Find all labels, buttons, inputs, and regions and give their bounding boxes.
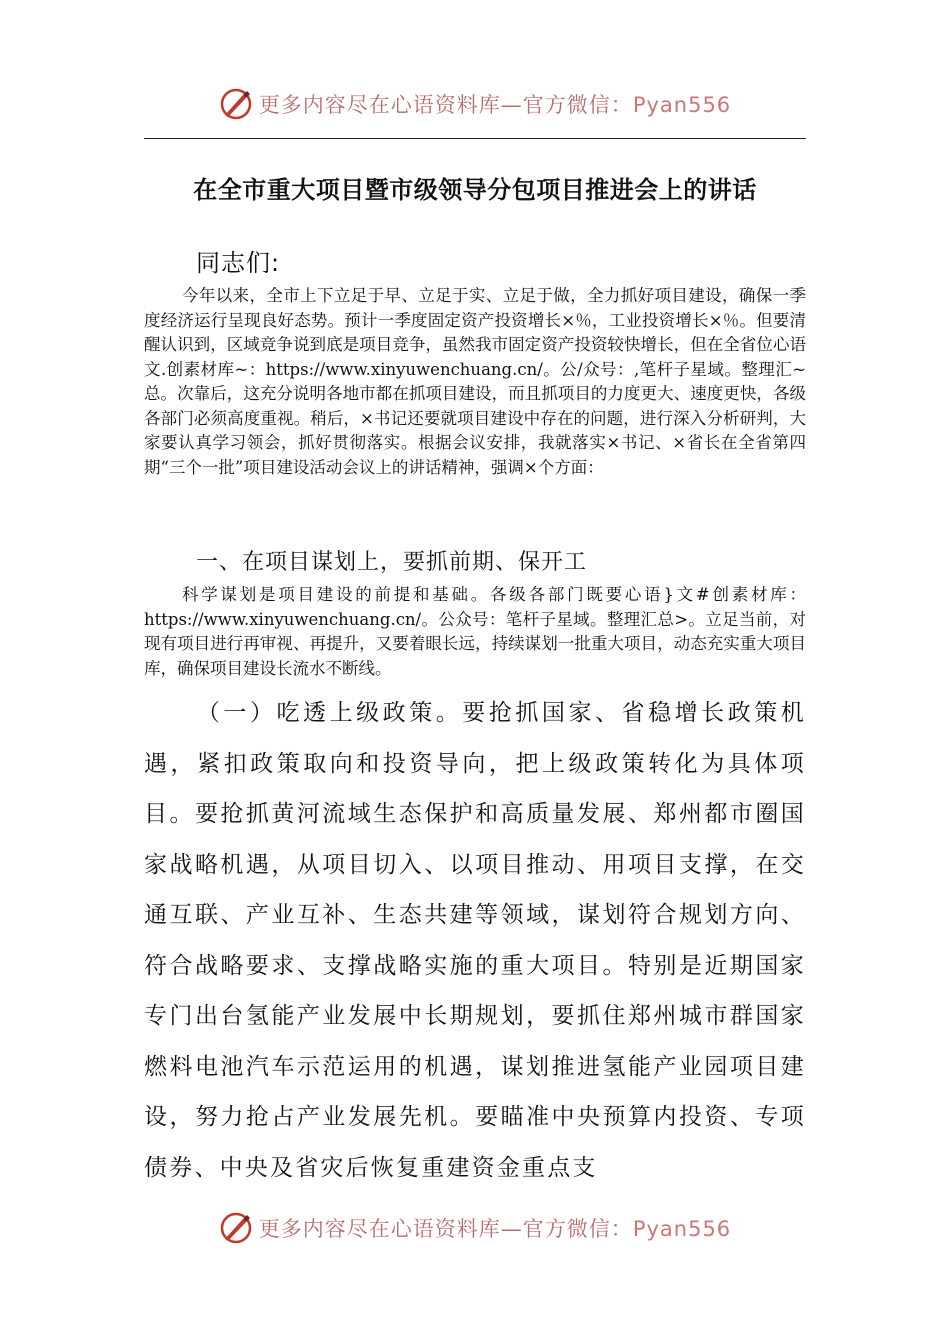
- wechat-handle: Pyan556: [632, 93, 732, 117]
- banner-text: 更多内容尽在心语资料库—官方微信：Pyan556: [258, 93, 732, 117]
- header-divider: [144, 138, 806, 139]
- paragraph-planning: 科学谋划是项目建设的前提和基础。各级各部门既要心语}文#创素材库：https://www.xinyuwenchuang.cn/。公众号：笔杆子星域。整理汇总>。立足当前，对现有项目进行再审视、再提升，又要着眼长远，持续谋划一批重大项目，动态充实重大项目库，确保项目建设长流水不断线。: [144, 585, 806, 678]
- paragraph-intro: 今年以来，全市上下立足于早、立足于实、立足于做，全力抓好项目建设，确保一季度经济运行呈现良好态势。预计一季度固定资产投资增长×％，工业投资增长×％。但要清醒认识到，区域竞争说到底是项目竞争，虽然我市固定资产投资较快增长，但在全省位心语文.创素材库~：https://www.xinyuwenchuang.cn/。公/众号：,笔杆子星域。整理汇~总。次靠后，这充分说明各地市都在抓项目建设，而且抓项目的力度更大、速度更快，各级各部门必须高度重视。稍后，×书记还要就项目建设中存在的问题，进行深入分析研判，大家要认真学习领会，抓好贯彻落实。根据会议安排，我就落实×书记、×省长在全省第四期“三个一批”项目建设活动会议上的讲话精神，强调×个方面：: [144, 286, 806, 477]
- pen-circle-logo-icon: [219, 1211, 253, 1245]
- section-heading-1: 一、在项目谋划上，要抓前期、保开工: [196, 550, 588, 575]
- header-banner: [0, 84, 950, 124]
- paragraph-policy: （一）吃透上级政策。要抢抓国家、省稳增长政策机遇，紧扣政策取向和投资导向，把上级政策转化为具体项目。要抢抓黄河流域生态保护和高质量发展、郑州都市圈国家战略机遇，从项目切入、以项目推动、用项目支撑，在交通互联、产业互补、生态共建等领域，谋划符合规划方向、符合战略要求、支撑战略实施的重大项目。特别是近期国家专门出台氢能产业发展中长期规划，要抓住郑州城市群国家燃料电池汽车示范运用的机遇，谋划推进氢能产业园项目建设，努力抢占产业发展先机。要瞄准中央预算内投资、专项债券、中央及省灾后恢复重建资金重点支: [144, 700, 806, 1181]
- greeting: 同志们:: [196, 249, 281, 277]
- footer-banner: [0, 1208, 950, 1248]
- banner-text: 更多内容尽在心语资料库—官方微信：Pyan556: [258, 1217, 732, 1241]
- pen-circle-logo-icon: [219, 87, 253, 121]
- document-title: 在全市重大项目暨市级领导分包项目推进会上的讲话: [193, 176, 757, 204]
- wechat-handle: Pyan556: [632, 1217, 732, 1241]
